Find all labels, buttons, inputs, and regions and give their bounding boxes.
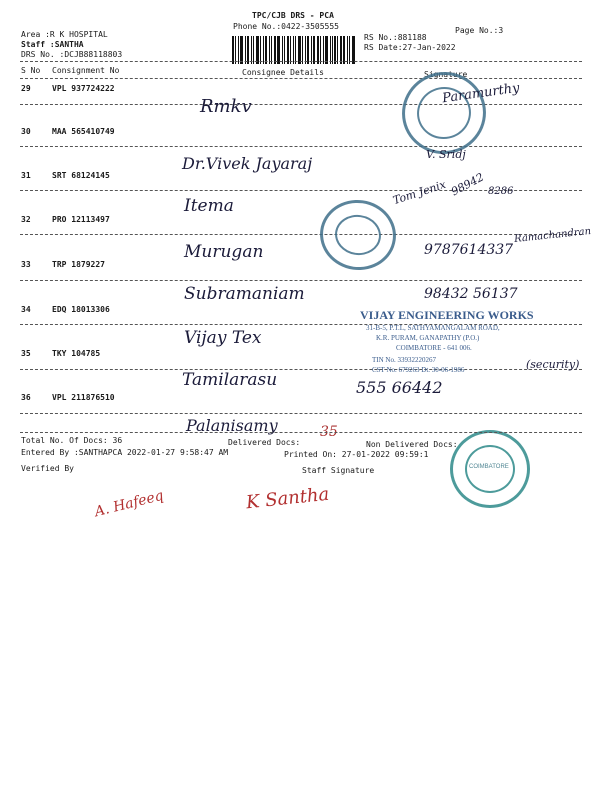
verified-by-label: Verified By (21, 464, 74, 473)
delivered-docs: Delivered Docs: (228, 438, 301, 447)
row-consignment: SRT 68124145 (52, 171, 110, 180)
rs-date: RS Date:27-Jan-2022 (364, 43, 456, 52)
barcode-bar (282, 36, 283, 64)
barcode-bar (277, 36, 280, 64)
consignee-name: Vijay Tex (184, 328, 262, 348)
barcode-bar (247, 36, 249, 64)
staff-signature-label: Staff Signature (302, 466, 375, 475)
handwritten-phone: 98432 56137 (424, 286, 518, 302)
company-round-stamp (450, 430, 530, 508)
row-divider (20, 146, 582, 147)
signature-1: Paramurthy (441, 80, 521, 107)
handwritten-phone: 9787614337 (424, 242, 514, 258)
row-divider (20, 280, 582, 281)
barcode-bar (305, 36, 306, 64)
col-header-sno: S No (21, 66, 41, 75)
col-header-signature: Signature (424, 70, 468, 79)
non-delivered-docs: Non Delivered Docs: (366, 440, 458, 449)
row-divider (20, 413, 582, 414)
area-label: Area :R K HOSPITAL (21, 30, 108, 39)
company-stamp-city: COIMBATORE - 641 006. (396, 344, 472, 352)
barcode-bar (302, 36, 303, 64)
barcode-bar (320, 36, 321, 64)
page-number: Page No.:3 (455, 26, 504, 35)
barcode-bar (284, 36, 285, 64)
barcode-bar (323, 36, 324, 64)
barcode-bar (347, 36, 348, 64)
row-divider (20, 234, 582, 235)
row-sno: 31 (21, 171, 31, 180)
consignee-name: Murugan (184, 242, 264, 262)
staff-label: Staff :SANTHA (21, 40, 84, 49)
divider (20, 432, 582, 433)
barcode-bar (240, 36, 243, 64)
consignee-name: Rmkv (200, 96, 252, 117)
barcode-bar (251, 36, 253, 64)
handwritten-note: (security) (526, 358, 580, 371)
barcode-bar (263, 36, 264, 64)
consignee-name: Dr.Vivek Jayaraj (182, 154, 313, 173)
phone-number: Phone No.:0422-3505555 (233, 22, 339, 31)
row-consignment: VPL 211876510 (52, 393, 115, 402)
row-consignment: PRO 12113497 (52, 215, 110, 224)
consignee-name: Tamilarasu (182, 370, 278, 390)
row-consignment: TKY 104785 (52, 349, 101, 358)
barcode-bar (340, 36, 342, 64)
barcode-bar (325, 36, 328, 64)
barcode-bar (293, 36, 295, 64)
staff-signature: K Santha (245, 483, 331, 514)
row-sno: 32 (21, 215, 31, 224)
row-consignment: TRP 1879227 (52, 260, 105, 269)
row-sno: 36 (21, 393, 31, 402)
company-round-stamp (315, 195, 400, 275)
barcode-bar (349, 36, 350, 64)
consignee-name: Subramaniam (184, 284, 305, 304)
barcode-bar (295, 36, 296, 64)
row-sno: 34 (21, 305, 31, 314)
printed-on: Printed On: 27-01-2022 09:59:1 (284, 450, 429, 459)
document-title: TPC/CJB DRS - PCA (252, 11, 334, 20)
barcode-bar (287, 36, 289, 64)
row-divider (20, 369, 582, 370)
barcode-bar (313, 36, 315, 64)
barcode-bar (232, 36, 234, 64)
barcode-bar (337, 36, 338, 64)
handwritten-number: 98942 (448, 170, 487, 199)
barcode-bar (332, 36, 333, 64)
row-sno: 29 (21, 84, 31, 93)
barcode-bar (271, 36, 272, 64)
row-divider (20, 104, 582, 105)
total-docs: Total No. Of Docs: 36 (21, 436, 123, 445)
barcode-bar (290, 36, 291, 64)
consignee-name: Palanisamy (186, 416, 278, 435)
barcode-bar (317, 36, 319, 64)
barcode-bar (253, 36, 254, 64)
delivered-count-handwritten: 35 (320, 424, 338, 440)
company-stamp-name: VIJAY ENGINEERING WORKS (360, 308, 534, 322)
col-header-consignee: Consignee Details (242, 68, 324, 77)
barcode-bar (256, 36, 259, 64)
barcode (232, 36, 356, 64)
col-header-consignment: Consignment No (52, 66, 120, 75)
barcode-bar (311, 36, 312, 64)
barcode-bar (343, 36, 345, 64)
barcode-bar (265, 36, 267, 64)
barcode-bar (298, 36, 301, 64)
signature-2: V. Sridj (426, 148, 466, 161)
barcode-bar (307, 36, 309, 64)
entered-by: Entered By :SANTHAPCA 2022-01-27 9:58:47 AM (21, 448, 229, 457)
barcode-bar (245, 36, 246, 64)
barcode-bar (274, 36, 276, 64)
barcode-bar (269, 36, 270, 64)
consignee-name: Itema (184, 196, 234, 216)
barcode-bar (330, 36, 331, 64)
divider (20, 61, 582, 62)
drs-number: DRS No. :DCJB88118803 (21, 50, 123, 59)
row-consignment: VPL 937724222 (52, 84, 115, 93)
row-consignment: MAA 565410749 (52, 127, 115, 136)
divider (20, 78, 582, 79)
signature-3: Tom Jenix (391, 177, 448, 208)
handwritten-number: 8286 (488, 186, 514, 197)
barcode-bar (238, 36, 239, 64)
company-stamp-address: 31-B-5, P.T.L, SATHYAMANGALAM ROAD, (366, 324, 500, 332)
row-sno: 30 (21, 127, 31, 136)
barcode-bar (260, 36, 261, 64)
row-sno: 33 (21, 260, 31, 269)
barcode-bar (352, 36, 355, 64)
signature-ramachandran: Ramachandran (513, 225, 592, 246)
handwritten-number: 555 66442 (356, 378, 443, 397)
row-sno: 35 (21, 349, 31, 358)
rs-number: RS No.:881188 (364, 33, 427, 42)
company-stamp-tin: TIN No. 33932220267 (372, 356, 436, 364)
row-consignment: EDQ 18013306 (52, 305, 110, 314)
barcode-bar (334, 36, 336, 64)
verifier-signature: A. Hafeeq (93, 487, 166, 521)
company-stamp-cst: CST No. 679263 Dt. 30-06-1986 (372, 366, 465, 374)
barcode-bar (235, 36, 236, 64)
round-stamp-text: COIMBATORE (469, 464, 509, 470)
company-stamp-address: K.R. PURAM, GANAPATHY (P.O.) (376, 334, 480, 342)
